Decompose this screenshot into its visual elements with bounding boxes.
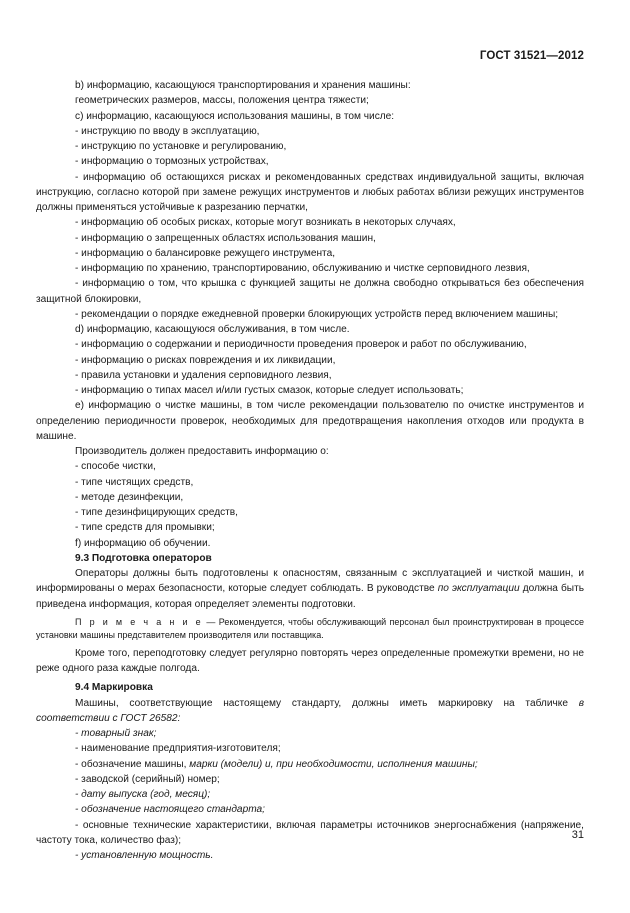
list-item: - информацию об особых рисках, которые могут возникать в некоторых случаях, [75,217,456,229]
document-body [36,78,584,863]
list-item: - правила установки и удаления серповидного лезвия, [75,369,332,381]
list-item: - инструкцию по вводу в эксплуатацию, [75,125,260,137]
paragraph: Машины, соответствующие настоящему стандарту, должны иметь маркировку на табличке в соответствии с ГОСТ 26582: [36,697,584,724]
list-item: - типе средств для промывки; [75,522,215,534]
list-item: - типе чистящих средств, [75,476,194,488]
text-line: геометрических размеров, массы, положения центра тяжести; [75,95,369,107]
list-item: - типе дезинфицирующих средств, [75,507,238,518]
text-line: Производитель должен предоставить информацию о: [75,446,329,457]
list-item: - заводской (серийный) номер; [75,773,220,785]
paragraph: Кроме того, переподготовку следует регулярно повторять через определенные промежутки времени, но не реже одного раза каждые полгода. [36,647,584,674]
list-item: - информацию о том, что крышка с функцией защиты не должна свободно открываться без обеспечения защитной блокировки, [36,278,584,305]
list-item: - информацию по хранению, транспортированию, обслуживанию и чистке серповидного лезвия, [75,263,530,274]
text-line: f) информацию об обучении. [75,537,211,549]
text-line: d) информацию, касающуюся обслуживания, в том числе. [75,324,350,335]
text-line: e) информацию о чистке машины, в том числе рекомендации пользователю по очистке инструментов и определению периодичности проверок, необходимых для предотвращения накопления отходов или продукта в машине. [36,400,584,442]
list-item: - наименование предприятия-изготовителя; [75,743,281,755]
paragraph: Операторы должны быть подготовлены к опасностям, связанным с эксплуатацией и чисткой машин, и информированы о мерах безопасности, которые следует соблюдать. В руководстве по эксплуатации должна быть приведена информация, которая определяет элементы подготовки. [36,568,584,610]
list-item: - инструкцию по установке и регулированию, [75,141,287,152]
list-item: - методе дезинфекции, [75,491,184,503]
section-heading: 9.3 Подготовка операторов [75,552,212,564]
note-label: П р и м е ч а н и е [75,616,204,627]
list-item: - информацию о тормозных устройствах, [75,156,269,168]
list-item: - установленную мощность. [75,850,214,861]
text-line: c) информацию, касающуюся использования машины, в том числе: [75,110,395,122]
list-item: - дату выпуска (год, месяц); [75,789,211,800]
page-number: 31 [571,829,584,841]
list-item: - информацию о типах масел и/или густых смазок, которые следует использовать; [75,385,464,396]
list-item: - обозначение машины, марки (модели) и, при необходимости, исполнения машины; [75,758,478,770]
list-item: - информацию о запрещенных областях использования машин, [75,232,376,244]
list-item: - информацию о содержании и периодичности проведения проверок и работ по обслуживанию, [75,339,527,351]
list-item: - обозначение настоящего стандарта; [75,804,265,816]
text-line: b) информацию, касающуюся транспортирования и хранения машины: [75,80,411,91]
list-item: - информацию о рисках повреждения и их ликвидации, [75,354,336,366]
section-heading: 9.4 Маркировка [75,682,153,694]
list-item: - способе чистки, [75,461,156,473]
note: П р и м е ч а н и е — Рекомендуется, чтобы обслуживающий персонал был проинструктирован в процессе установки машины представителем производителя или поставщика. [36,616,585,640]
list-item: - информацию о балансировке режущего инструмента, [75,247,336,259]
list-item: - рекомендации о порядке ежедневной проверки блокирующих устройств перед включением машины; [75,308,559,320]
list-item: - основные технические характеристики, включая параметры источников энергоснабжения (напряжение, частоту тока, количество фаз); [36,819,584,846]
document-header: ГОСТ 31521—2012 [479,50,584,62]
list-item: - товарный знак; [75,728,157,739]
list-item: - информацию об остающихся рисках и рекомендованных средствах индивидуальной защиты, включая инструкцию, согласно которой при замене режущих инструментов и любых работах вблизи режущих инструментов должны применяться устойчивые к разрезанию перчатки, [36,171,584,213]
